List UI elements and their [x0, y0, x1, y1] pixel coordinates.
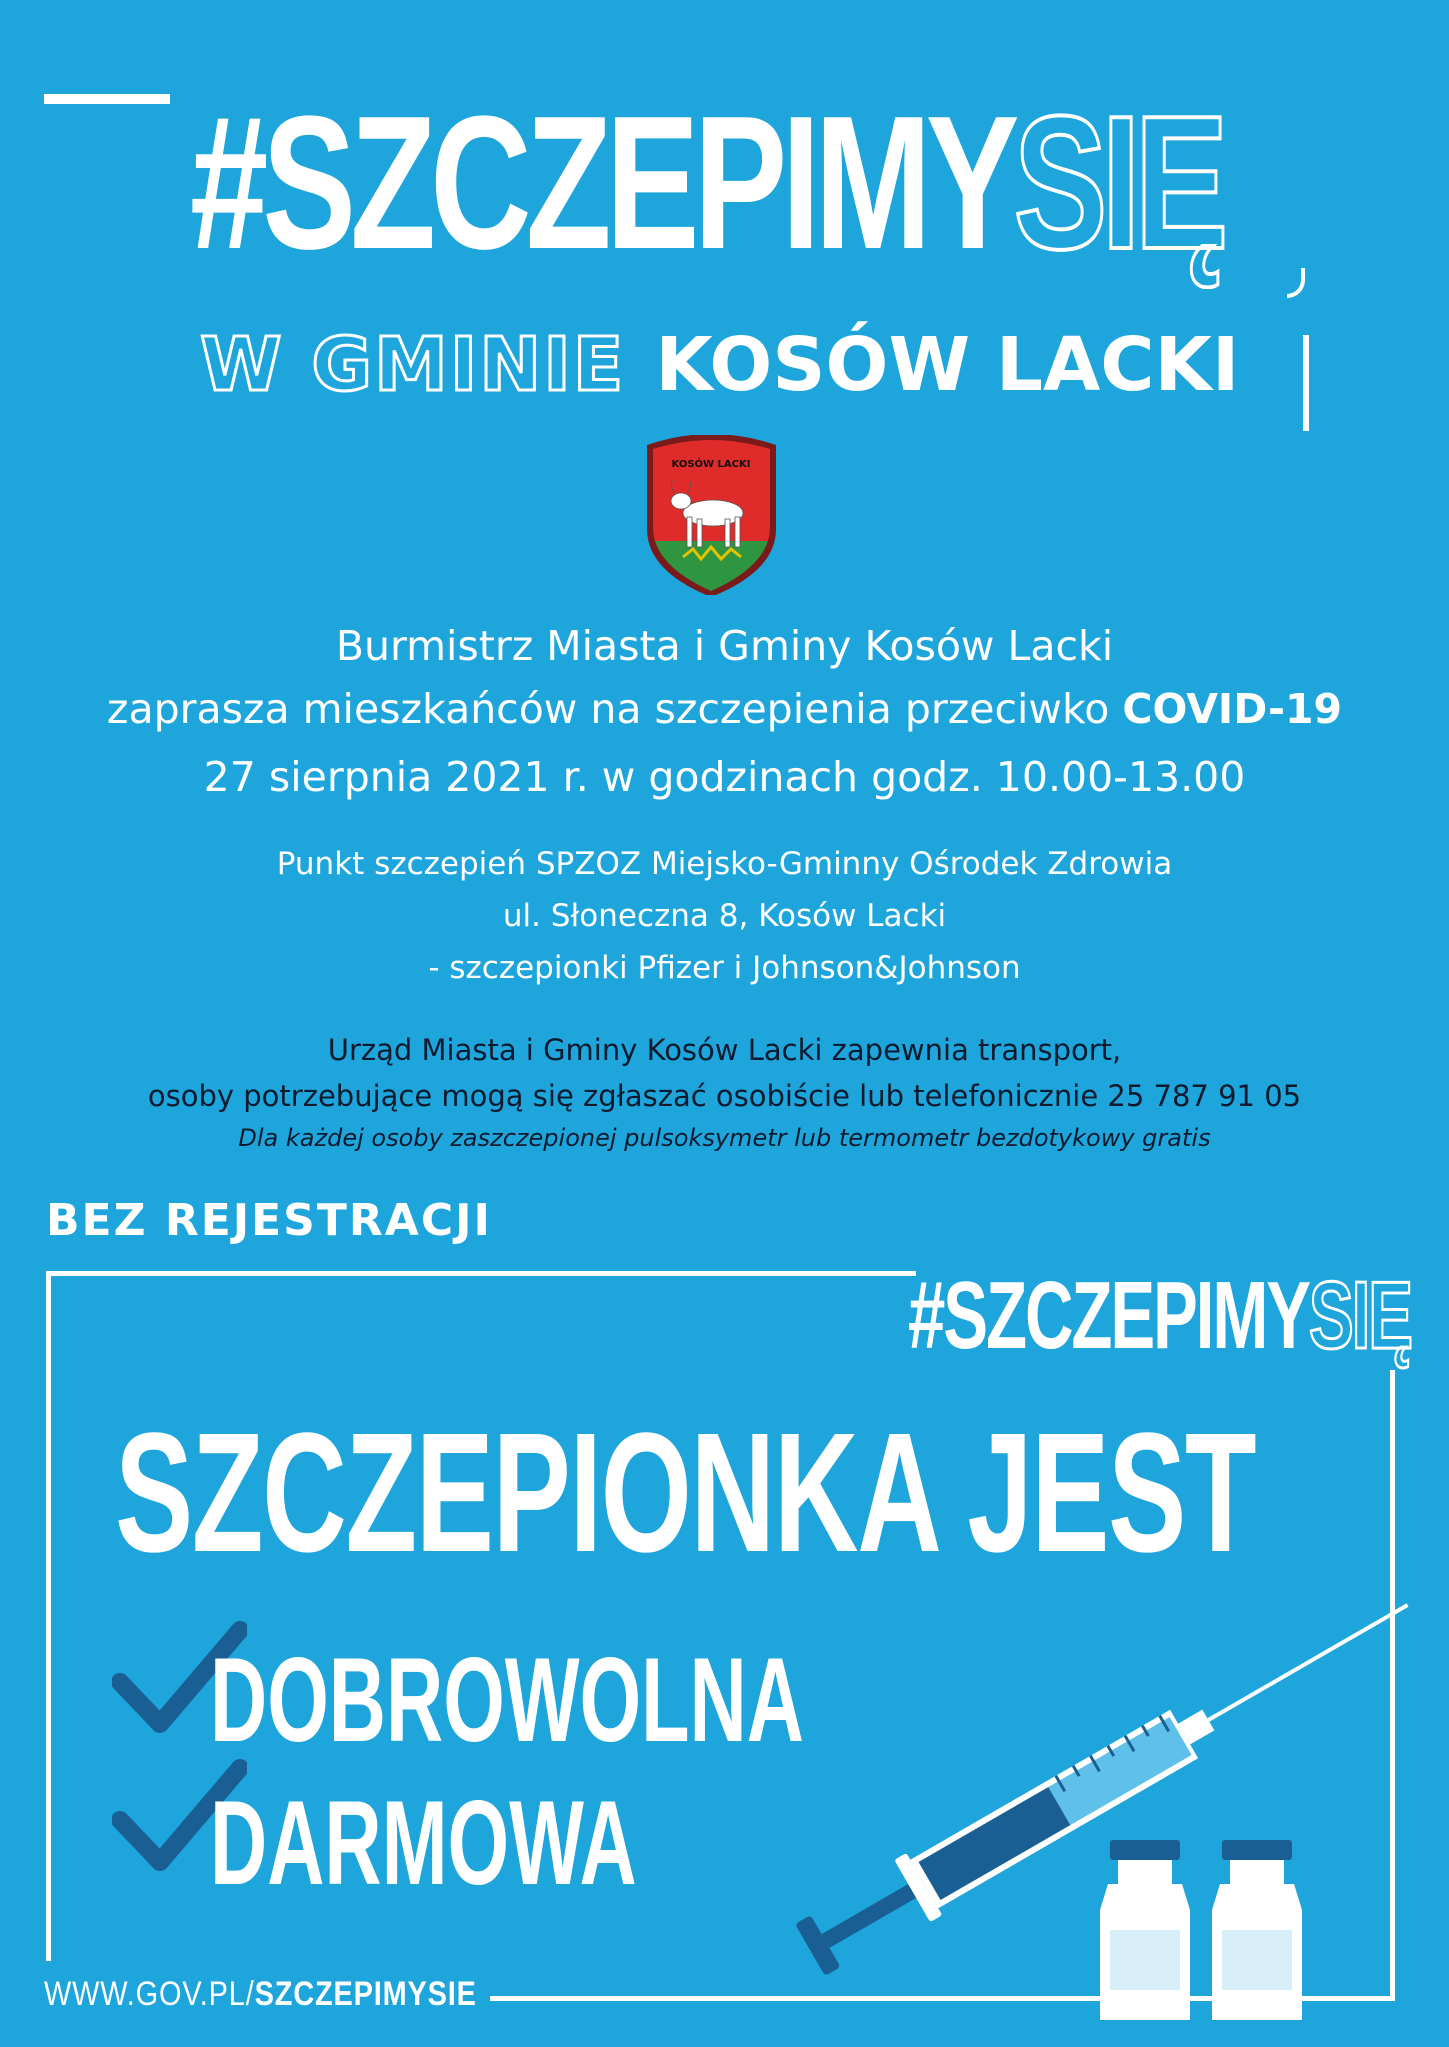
transport-line-2: osoby potrzebujące mogą się zgłaszać osobiście lub telefonicznie 25 787 91 05 — [147, 1079, 1302, 1113]
website-url — [44, 1977, 477, 2011]
bottom-hashtag-solid: #SZCZEPIMY — [908, 1262, 1309, 1369]
location-line-2: ul. Słoneczna 8, Kosów Lacki — [502, 898, 947, 934]
invitation-line-2-text: zaprasza mieszkańców na szczepienia przeciwko — [106, 685, 1123, 733]
coat-of-arms-icon — [643, 435, 780, 595]
frame-top — [46, 1271, 916, 1276]
crest-label: KOSÓW LACKI — [671, 459, 751, 470]
transport-line-1: Urząd Miasta i Gminy Kosów Lacki zapewnia transport, — [327, 1033, 1122, 1067]
frame-left — [46, 1271, 51, 1961]
vial-icon — [1100, 1840, 1190, 2020]
headline: SZCZEPIONKA JEST — [115, 1398, 1256, 1588]
subtitle-outline: W GMINIE — [200, 322, 626, 408]
no-registration-label: BEZ REJESTRACJI — [46, 1195, 492, 1246]
ogonek-mark — [1287, 268, 1305, 298]
benefit-item: DARMOWA — [210, 1776, 637, 1910]
url-bold: SZCZEPIMYSIE — [254, 1975, 477, 2013]
top-rule — [44, 94, 170, 104]
hashtag-solid: #SZCZEPIMY — [190, 77, 1014, 289]
main-hashtag — [190, 77, 1223, 289]
bottom-hashtag — [908, 1262, 1411, 1369]
vial-icon — [1212, 1840, 1302, 2020]
benefit-item: DOBROWOLNA — [210, 1633, 804, 1767]
invitation-date: 27 sierpnia 2021 r. w godzinach godz. 10.00-13.00 — [203, 753, 1246, 801]
vertical-rule — [1303, 335, 1309, 431]
syringe-illustration — [730, 1520, 1430, 2040]
invitation-line-2 — [0, 685, 1449, 733]
crest-red-field — [643, 435, 780, 545]
url-plain: WWW.GOV.PL/ — [44, 1975, 255, 2013]
bottom-hashtag-outline: SIĘ — [1308, 1262, 1411, 1369]
hashtag-outline: SIĘ — [1013, 77, 1223, 289]
location-line-3: - szczepionki Pfizer i Johnson&Johnson — [428, 950, 1021, 986]
covid-label: COVID-19 — [1122, 685, 1343, 733]
transport-line-3: Dla każdej osoby zaszczepionej pulsoksymetr lub termometr bezdotykowy gratis — [238, 1124, 1211, 1152]
invitation-line-1: Burmistrz Miasta i Gminy Kosów Lacki — [335, 622, 1114, 670]
subtitle-solid: KOSÓW LACKI — [655, 322, 1240, 408]
subtitle — [200, 322, 1300, 408]
location-line-1: Punkt szczepień SPZOZ Miejsko-Gminny Ośrodek Zdrowia — [276, 846, 1173, 882]
